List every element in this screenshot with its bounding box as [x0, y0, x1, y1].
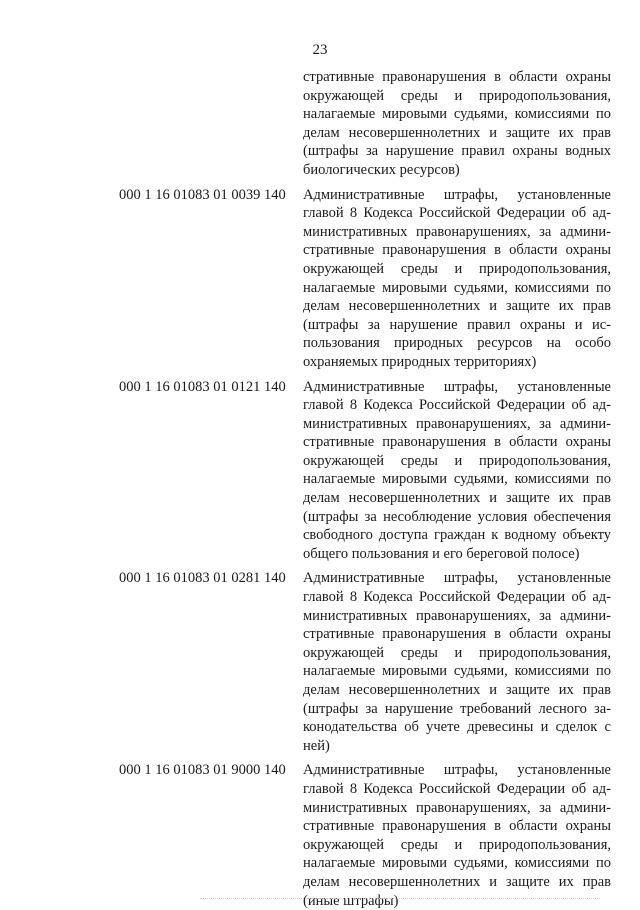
description-line: охраняемых природных территориях) — [303, 353, 537, 370]
description-line: (штрафы за нарушение правил охраны и ис- — [303, 316, 611, 333]
description-line: делам несовершеннолетних и защите их прав — [303, 124, 611, 141]
description-line: министративных правонарушениях, за админи- — [303, 415, 611, 432]
description-line: министративных правонарушениях, за админи- — [303, 223, 611, 240]
description-line: (штрафы за нарушение правил охраны водных — [303, 143, 611, 160]
budget-classification-entry — [0, 569, 640, 755]
description-line: окружающей среды и природопользования, — [303, 644, 611, 661]
description-line: Административные штрафы, установленные — [303, 762, 611, 779]
document-body — [0, 68, 640, 910]
description-line: главой 8 Кодекса Российской Федерации об ад- — [303, 589, 611, 606]
description-line: стративные правонарушения в области охраны — [303, 626, 611, 643]
description-line: делам несовершеннолетних и защите их прав — [303, 490, 611, 507]
description-line: министративных правонарушениях, за админи- — [303, 607, 611, 624]
description-line: стративные правонарушения в области охраны — [303, 242, 611, 259]
description-line: окружающей среды и природопользования, — [303, 260, 611, 277]
description-line: (штрафы за несоблюдение условия обеспечения — [303, 508, 611, 525]
budget-classification-entry — [0, 186, 640, 372]
description-line: Административные штрафы, установленные — [303, 570, 611, 587]
budget-classification-code: 000 1 16 01083 01 0281 140 — [119, 570, 286, 587]
description-line: окружающей среды и природопользования, — [303, 87, 611, 104]
budget-classification-code: 000 1 16 01083 01 9000 140 — [119, 762, 286, 779]
budget-classification-entry — [0, 378, 640, 564]
description-line: налагаемые мировыми судьями, комиссиями по — [303, 106, 611, 123]
income-description — [303, 68, 611, 180]
description-line: министративных правонарушениях, за админи- — [303, 799, 611, 816]
description-line: свободного доступа граждан к водному объекту — [303, 527, 611, 544]
budget-classification-code: 000 1 16 01083 01 0121 140 — [119, 378, 286, 395]
income-description — [303, 378, 611, 564]
scan-artifact-divider — [200, 898, 600, 901]
description-line: главой 8 Кодекса Российской Федерации об ад- — [303, 205, 611, 222]
description-line: стративные правонарушения в области охраны — [303, 434, 611, 451]
description-line: окружающей среды и природопользования, — [303, 836, 611, 853]
description-line: окружающей среды и природопользования, — [303, 452, 611, 469]
income-description — [303, 761, 611, 910]
description-line: налагаемые мировыми судьями, комиссиями по — [303, 279, 611, 296]
description-line: налагаемые мировыми судьями, комиссиями по — [303, 471, 611, 488]
description-line: делам несовершеннолетних и защите их прав — [303, 298, 611, 315]
description-line: биологических ресурсов) — [303, 161, 460, 178]
description-line: (иные штрафы) — [303, 892, 399, 909]
description-line: Административные штрафы, установленные — [303, 186, 611, 203]
description-line: налагаемые мировыми судьями, комиссиями по — [303, 855, 611, 872]
description-line: ней) — [303, 737, 330, 754]
description-line: пользования природных ресурсов на особо — [303, 335, 611, 352]
page-number: 23 — [312, 42, 328, 58]
description-line: делам несовершеннолетних и защите их прав — [303, 682, 611, 698]
description-line: (штрафы за нарушение требований лесного за- — [303, 700, 611, 717]
budget-classification-entry — [0, 68, 640, 180]
income-description — [303, 569, 611, 755]
description-line: стративные правонарушения в области охраны — [303, 69, 611, 85]
income-description — [303, 186, 611, 372]
budget-classification-code: 000 1 16 01083 01 0039 140 — [119, 186, 286, 203]
description-line: стративные правонарушения в области охраны — [303, 818, 611, 835]
description-line: налагаемые мировыми судьями, комиссиями по — [303, 663, 611, 680]
description-line: Административные штрафы, установленные — [303, 378, 611, 395]
description-line: делам несовершеннолетних и защите их прав — [303, 873, 611, 890]
description-line: главой 8 Кодекса Российской Федерации об ад- — [303, 397, 611, 414]
description-line: конодательства об учете древесины и сделок с — [303, 719, 611, 736]
description-line: общего пользования и его береговой полосе) — [303, 545, 580, 562]
description-line: главой 8 Кодекса Российской Федерации об ад- — [303, 780, 611, 797]
budget-classification-entry — [0, 761, 640, 910]
